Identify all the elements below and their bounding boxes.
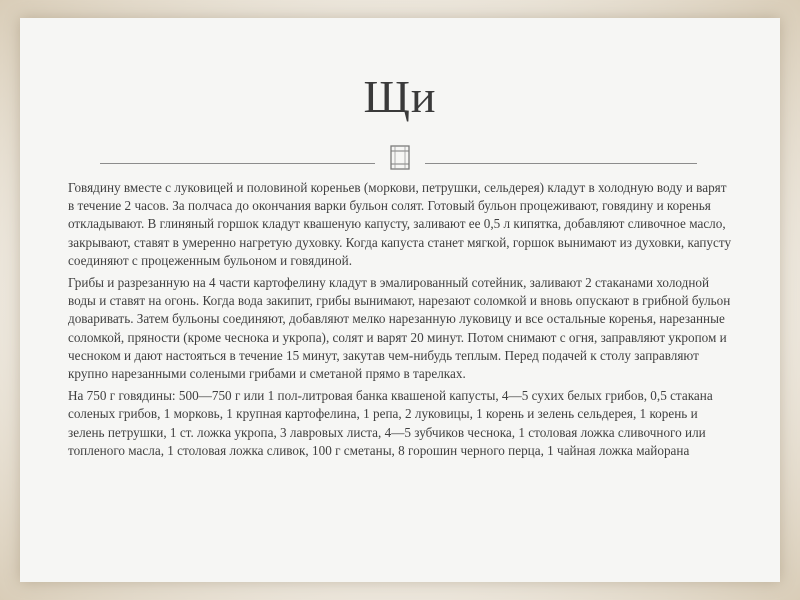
title-divider-right <box>425 163 697 164</box>
title-divider-left <box>100 163 375 164</box>
recipe-ingredients: На 750 г говядины: 500—750 г или 1 пол-литровая банка квашеной капусты, 4—5 сухих белых грибов, 0,5 стакана соленых грибов, 1 морковь, 1 крупная картофелина, 1 репа, 2 луковицы, 1 корень и зелень сельдерея, 1 корень и зелень петрушки, 1 ст. ложка укропа, 3 лавровых листа, 4—5 зубчиков чеснока, 1 столовая ложка сливочного или топленого масла, 1 столовая ложка сливок, 100 г сметаны, 8 горошин черного перца, 1 чайная ложка майорана <box>68 388 713 458</box>
box-ornament-icon <box>383 143 417 173</box>
recipe-paragraph-2: Грибы и разрезанную на 4 части картофелину кладут в эмалированный сотейник, заливают 2 стаканами холодной воды и ставят на огонь. Когда вода закипит, грибы вынимают, нарезают соломкой и вновь опускают в грибной бульон доваривать. Затем бульоны соединяют, добавляют мелко нарезанную луковицу и все остальные коренья, нарезанные соломкой, пряности (кроме чеснока и укропа), солят и варят 20 минут. Потом снимают с огня, заправляют укропом и чесноком и дают настояться в течение 15 минут, закутав чем-нибудь теплым. Перед подачей к столу заправляют крупно нарезанными солеными грибами и сметаной прямо в тарелках. <box>68 275 731 382</box>
slide-title: Щи <box>363 71 437 122</box>
recipe-paragraph-1: Говядину вместе с луковицей и половиной кореньев (моркови, петрушки, сельдерея) кладут в холодную воду и варят в течение 2 часов. За полчаса до окончания варки бульон солят. Готовый бульон процеживают, говядину и коренья откладывают. В глиняный горшок кладут квашеную капусту, заливают ее 0,5 л кипятка, добавляют сливочное масло, закрывают, ставят в умеренно нагретую духовку. Когда капуста станет мягкой, горшок вынимают из духовки, капусту соединяют с процеженным бульоном и говядиной. <box>68 180 732 268</box>
recipe-text <box>68 179 733 464</box>
